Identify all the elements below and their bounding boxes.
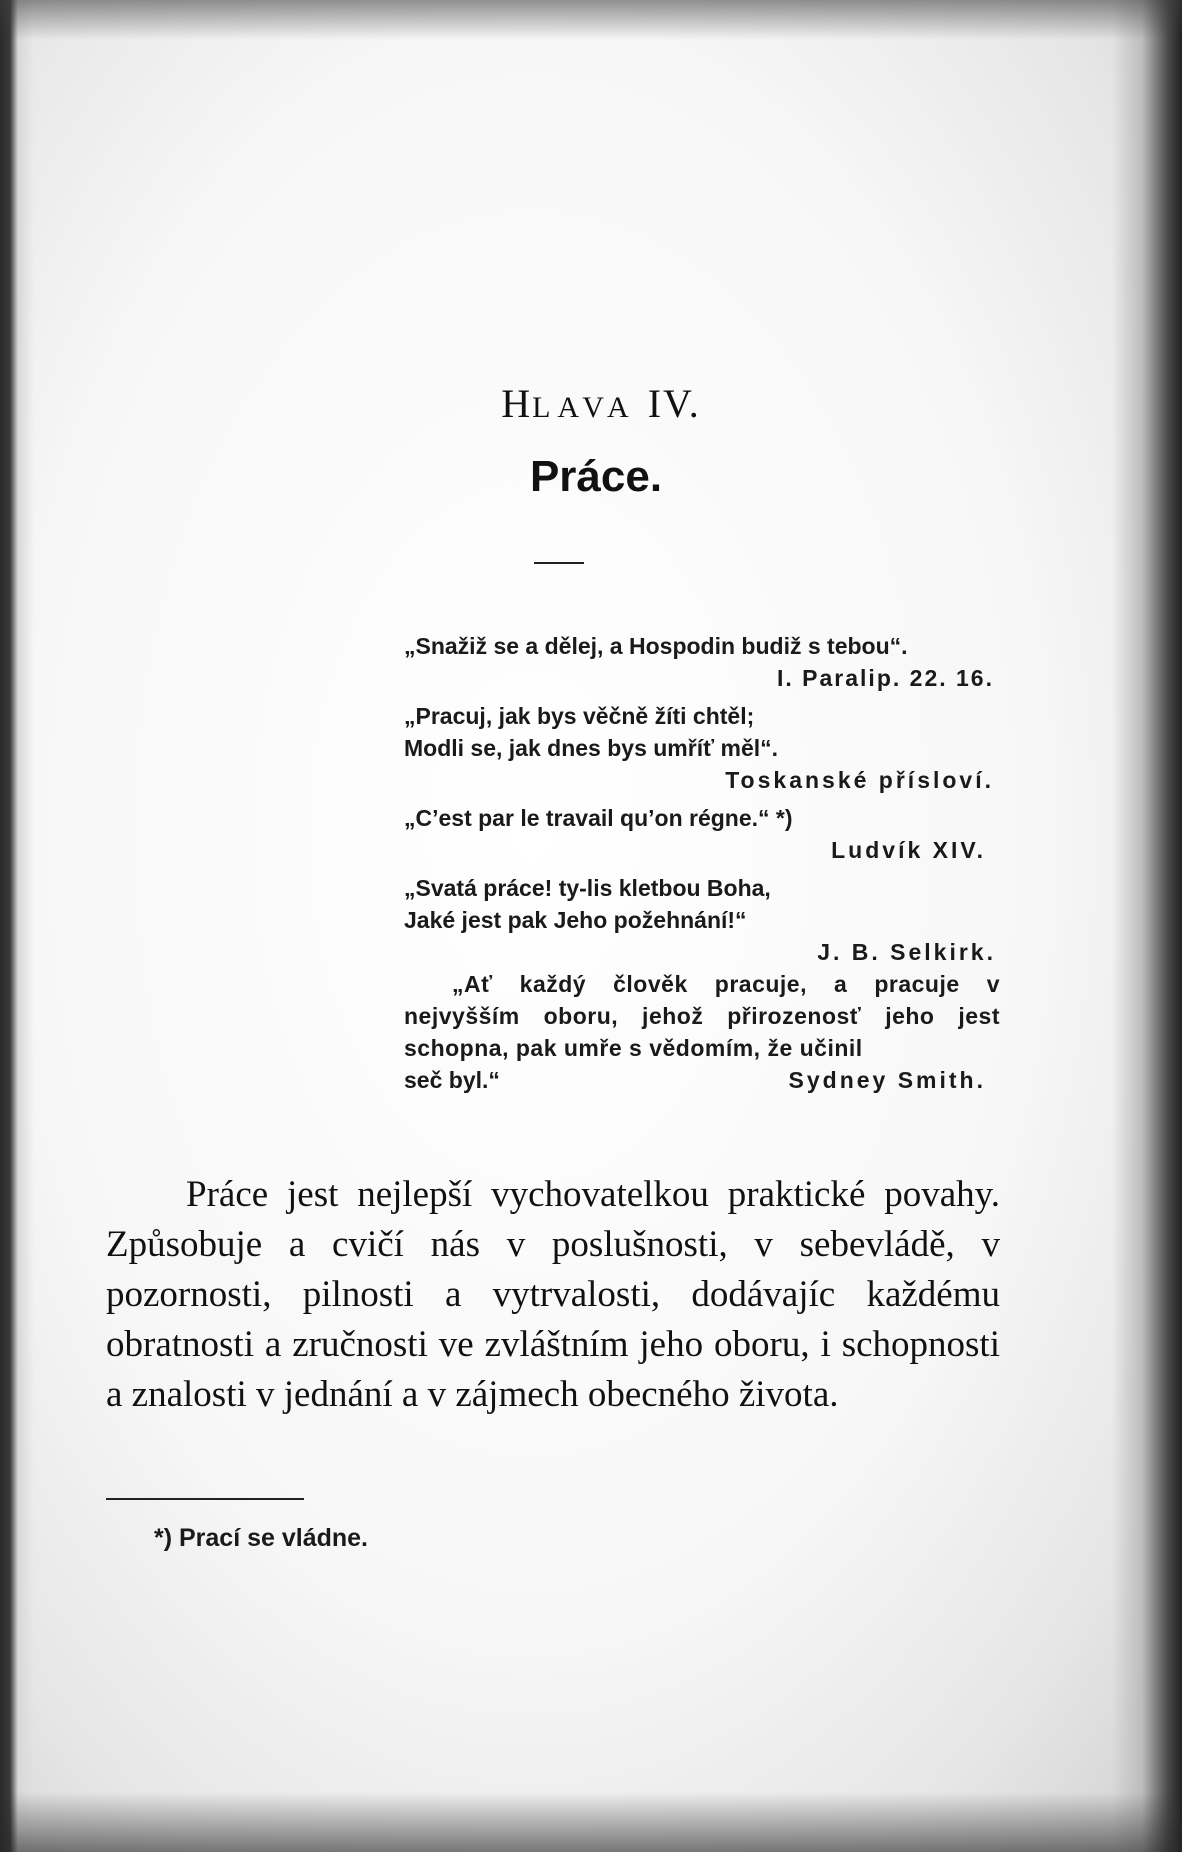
footnote-rule — [106, 1498, 304, 1500]
epigraph-line: Modli se, jak dnes bys umříť měl“. — [404, 735, 779, 761]
epigraph-last-text: seč byl.“ — [404, 1067, 500, 1093]
epigraph-line: „Snažiž se a dělej, a Hospodin budiž s tebou“. — [404, 633, 908, 659]
epigraph-attribution: Toskanské přísloví. — [725, 767, 994, 793]
scan-edge-top — [0, 0, 1182, 40]
body-paragraph — [106, 1170, 1000, 1420]
chapter-heading-initial: H — [501, 381, 533, 426]
epigraph-last-line — [404, 1064, 1000, 1096]
footnote: *) Prací se vládne. — [154, 1524, 369, 1552]
chapter-heading-word: LAVA — [532, 391, 636, 424]
chapter-heading — [0, 380, 1182, 427]
epigraph — [404, 872, 1004, 968]
epigraph — [404, 630, 1004, 694]
body-paragraph-text: Práce jest nejlepší vychovatelkou praktické povahy. Způsobuje a cvičí nás v poslušnosti, v sebevládě, v pozornosti, pilnosti a vytrvalosti, dodávajíc každému obratnosti a zručnosti ve zvláštním jeho oboru, i schopnosti a znalosti v jednání a v zájmech obecného života. — [106, 1174, 1000, 1415]
chapter-number: IV. — [647, 381, 701, 426]
epigraph-paragraph — [404, 968, 1000, 1064]
scan-edge-bottom — [0, 1792, 1182, 1852]
epigraph-attribution: Sydney Smith. — [788, 1067, 986, 1093]
epigraph-prose — [404, 968, 1004, 1096]
epigraph — [404, 802, 1004, 866]
epigraph-line: „Svatá práce! ty-lis kletbou Boha, — [404, 875, 771, 901]
epigraph-line: „C’est par le travail qu’on régne.“ *) — [404, 805, 793, 831]
scan-edge-left — [0, 0, 34, 1852]
epigraphs — [404, 630, 1004, 1096]
epigraph-attribution: J. B. Selkirk. — [817, 939, 996, 965]
epigraph-attribution: I. Paralip. 22. 16. — [777, 665, 994, 691]
title-rule — [534, 562, 584, 564]
epigraph-line: Jaké jest pak Jeho požehnání!“ — [404, 907, 747, 933]
epigraph — [404, 700, 1004, 796]
scan-edge-right — [1112, 0, 1182, 1852]
epigraph-paragraph-text: „Ať každý člověk pracuje, a pracuje v nejvyšším oboru, jehož přirozenosť jeho jest schopna, pak umře s vědomím, že učinil — [404, 971, 1000, 1061]
chapter-title: Práce. — [529, 452, 663, 501]
epigraph-line: „Pracuj, jak bys věčně žíti chtěl; — [404, 703, 755, 729]
epigraph-attribution: Ludvík XIV. — [831, 837, 986, 863]
